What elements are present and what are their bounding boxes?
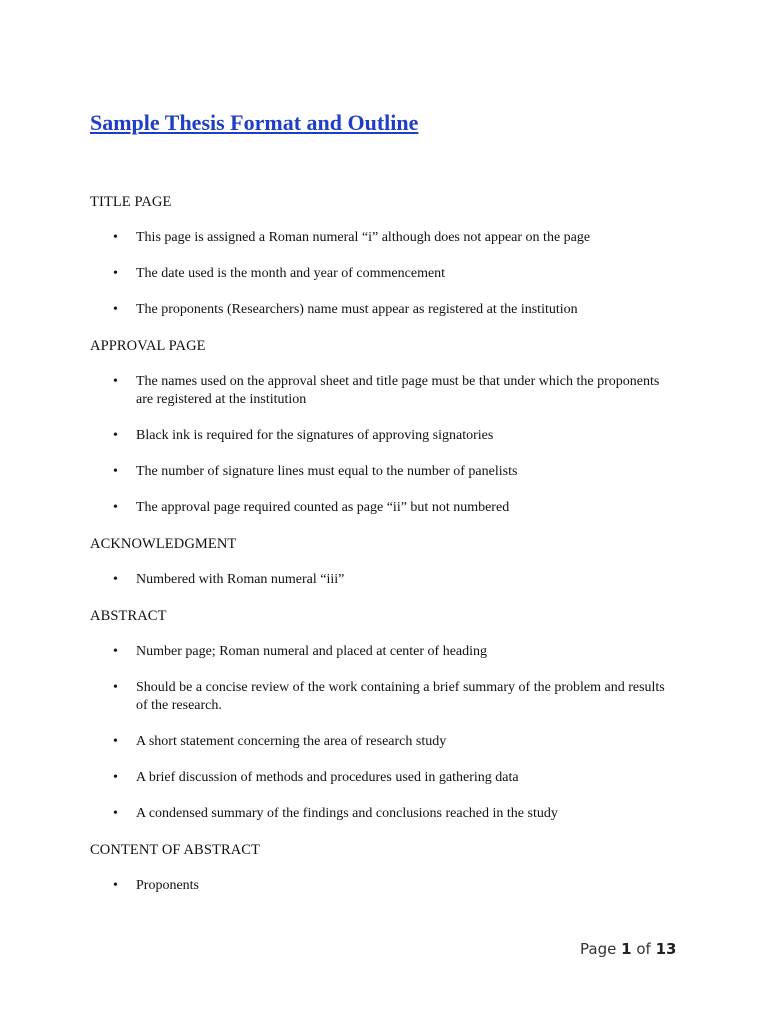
list-item xyxy=(90,265,676,283)
list-item-text: The number of signature lines must equal to the number of panelists xyxy=(136,464,518,479)
bullet-list xyxy=(90,643,690,823)
section-heading: ACKNOWLEDGMENT xyxy=(90,536,237,552)
list-item xyxy=(90,373,676,409)
section-content-of-abstract xyxy=(90,841,690,895)
list-item xyxy=(90,679,676,715)
section-abstract xyxy=(90,607,690,823)
page-label: Page xyxy=(580,940,617,958)
bullet-list xyxy=(90,877,690,895)
bullet-icon: • xyxy=(113,464,118,479)
list-item-text: Number page; Roman numeral and placed at center of heading xyxy=(136,644,488,659)
list-item-text: The proponents (Researchers) name must appear as registered at the institution xyxy=(136,302,578,317)
section-heading: APPROVAL PAGE xyxy=(90,338,206,354)
section-acknowledgment xyxy=(90,535,690,589)
section-approval-page xyxy=(90,337,690,517)
list-item xyxy=(90,733,676,751)
section-title-page xyxy=(90,193,690,319)
list-item xyxy=(90,571,676,589)
list-item xyxy=(90,643,676,661)
list-item-text: The date used is the month and year of commencement xyxy=(136,266,446,281)
bullet-list xyxy=(90,571,690,589)
list-item xyxy=(90,499,676,517)
bullet-icon: • xyxy=(113,680,118,695)
document-body xyxy=(90,193,690,913)
section-heading: TITLE PAGE xyxy=(90,194,172,210)
bullet-icon: • xyxy=(113,374,118,389)
bullet-icon: • xyxy=(113,770,118,785)
list-item-text: Black ink is required for the signatures of approving signatories xyxy=(136,428,494,443)
list-item-text: This page is assigned a Roman numeral “i” although does not appear on the page xyxy=(136,230,591,245)
bullet-icon: • xyxy=(113,644,118,659)
bullet-icon: • xyxy=(113,572,118,587)
bullet-icon: • xyxy=(113,878,118,893)
list-item-text: A condensed summary of the findings and conclusions reached in the study xyxy=(136,806,558,821)
bullet-icon: • xyxy=(113,428,118,443)
list-item xyxy=(90,769,676,787)
bullet-icon: • xyxy=(113,230,118,245)
bullet-icon: • xyxy=(113,266,118,281)
total-pages-number: 13 xyxy=(655,940,677,958)
list-item-text: The approval page required counted as page “ii” but not numbered xyxy=(136,500,510,515)
current-page-number: 1 xyxy=(621,940,632,958)
list-item-text: Proponents xyxy=(136,878,199,893)
bullet-icon: • xyxy=(113,302,118,317)
section-heading: CONTENT OF ABSTRACT xyxy=(90,842,261,858)
list-item xyxy=(90,229,676,247)
bullet-icon: • xyxy=(113,806,118,821)
section-heading: ABSTRACT xyxy=(90,608,167,624)
bullet-icon: • xyxy=(113,500,118,515)
list-item xyxy=(90,427,676,445)
list-item-text: Numbered with Roman numeral “iii” xyxy=(136,572,345,587)
list-item-text: A short statement concerning the area of research study xyxy=(136,734,447,749)
list-item xyxy=(90,301,676,319)
document-title-link[interactable]: Sample Thesis Format and Outline xyxy=(90,110,419,135)
bullet-list xyxy=(90,373,690,517)
of-label: of xyxy=(636,940,651,958)
list-item xyxy=(90,877,676,895)
list-item-text: A brief discussion of methods and procedures used in gathering data xyxy=(136,770,519,785)
list-item xyxy=(90,805,676,823)
list-item-text: Should be a concise review of the work containing a brief summary of the problem and results of the research. xyxy=(136,680,665,713)
list-item xyxy=(90,463,676,481)
bullet-icon: • xyxy=(113,734,118,749)
bullet-list xyxy=(90,229,690,319)
page-counter xyxy=(580,940,676,958)
list-item-text: The names used on the approval sheet and title page must be that under which the proponents are registered at the institution xyxy=(136,374,660,407)
